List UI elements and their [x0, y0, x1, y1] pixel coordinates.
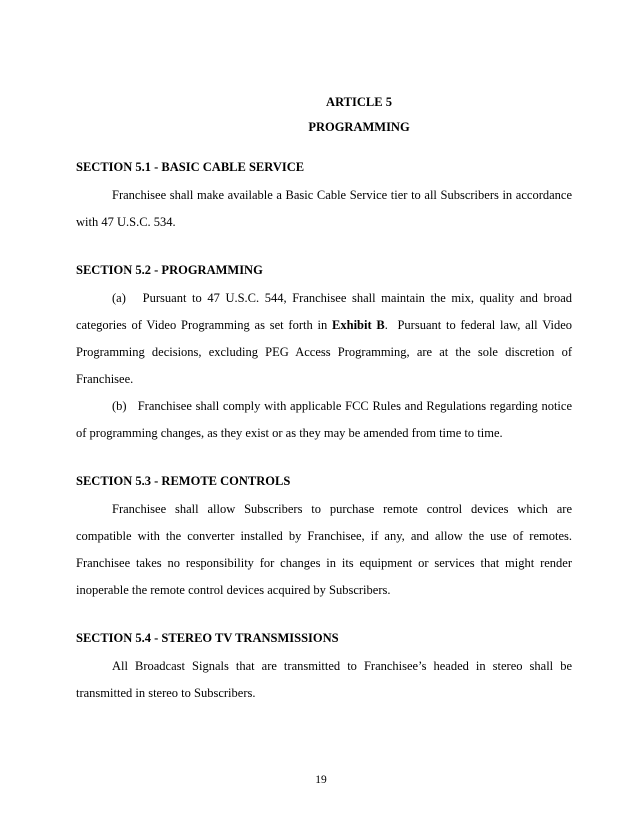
section-paragraph: Franchisee shall allow Subscribers to purchase remote control devices which are compatible with the converter installed by Franchisee, if any, and allow the use of remotes. Franchisee takes no responsibility for changes in its equipment or services that might render inoperable the remote control devices acquired by Subscribers.	[76, 502, 572, 597]
article-number: ARTICLE 5	[326, 95, 392, 109]
section-5-2	[76, 262, 572, 447]
section-5-4	[76, 630, 572, 707]
section-heading: SECTION 5.4 - STEREO TV TRANSMISSIONS	[76, 631, 339, 645]
section-5-1	[76, 159, 572, 236]
paragraph-a-text-cont: . Pursuant to federal law, all Video Programming decisions, excluding PEG Access Programming, are at the sole discretion of Franchisee.	[76, 318, 573, 386]
article-title: PROGRAMMING	[308, 120, 410, 134]
section-paragraph: All Broadcast Signals that are transmitted to Franchisee’s headed in stereo shall be transmitted in stereo to Subscribers.	[76, 659, 572, 700]
exhibit-reference: Exhibit B	[332, 318, 385, 332]
section-heading: SECTION 5.1 - BASIC CABLE SERVICE	[76, 160, 305, 174]
section-5-3	[76, 473, 572, 604]
section-heading: SECTION 5.2 - PROGRAMMING	[76, 263, 263, 277]
page-number: 19	[315, 774, 327, 786]
paragraph-a-text: (a) Pursuant to 47 U.S.C. 544, Franchisee shall maintain the mix, quality and broad categories of Video Programming as set forth in	[76, 291, 572, 332]
section-paragraph: Franchisee shall make available a Basic Cable Service tier to all Subscribers in accordance with 47 U.S.C. 534.	[76, 188, 572, 229]
section-heading: SECTION 5.3 - REMOTE CONTROLS	[76, 474, 291, 488]
section-paragraph-b: (b) Franchisee shall comply with applicable FCC Rules and Regulations regarding notice of programming changes, as they exist or as they may be amended from time to time.	[76, 399, 572, 440]
section-paragraph-a	[76, 285, 572, 393]
